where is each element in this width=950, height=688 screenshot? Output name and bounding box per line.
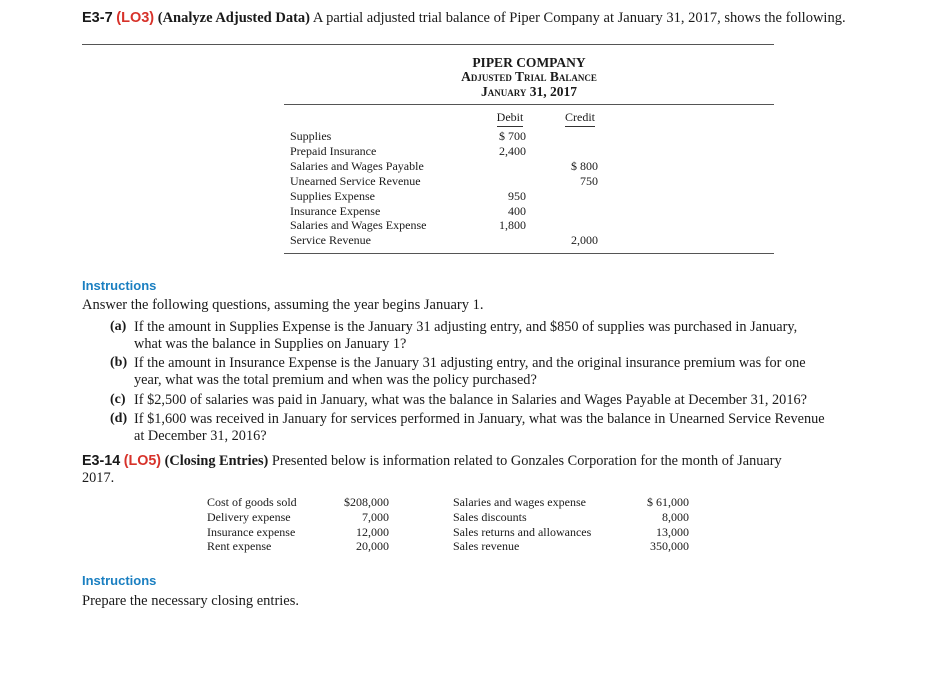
top-rule	[82, 44, 774, 45]
debit-amount: $ 700	[499, 129, 526, 143]
question-text: what was the balance in Supplies on January 1?	[134, 336, 407, 352]
question-text: If $1,600 was received in January for services performed in January, what was the balance in Unearned Service Revenue	[134, 411, 825, 427]
heading-rule	[284, 104, 774, 105]
account-name: Supplies	[290, 129, 332, 143]
trial-balance-row	[290, 218, 600, 233]
trial-balance-row	[290, 233, 600, 248]
learning-objective: (LO3)	[116, 10, 155, 26]
exercise2-intro: Presented below is information related to Gonzales Corporation for the month of January	[271, 453, 782, 469]
closing-item-amount: 12,000	[356, 524, 389, 539]
statement-date: January 31, 2017	[480, 84, 578, 99]
closing-item-amount: 13,000	[656, 524, 689, 539]
exercise-topic: (Analyze Adjusted Data)	[157, 10, 310, 26]
exercise2-topic: (Closing Entries)	[164, 453, 269, 469]
closing-item-amount: 350,000	[650, 539, 689, 554]
closing-item-label: Delivery expense	[207, 509, 291, 524]
trial-balance-row	[290, 174, 600, 189]
closing-item-label: Cost of goods sold	[207, 495, 297, 509]
closing-item-amount: 7,000	[362, 509, 389, 524]
closing-item-amount: 20,000	[356, 539, 389, 554]
closing-item-amount: $ 61,000	[647, 495, 689, 509]
question-letter: (b)	[110, 355, 128, 370]
debit-amount: 400	[508, 203, 526, 218]
instructions-lead: Answer the following questions, assuming the year begins January 1.	[82, 297, 484, 313]
account-name: Unearned Service Revenue	[290, 173, 421, 188]
question-letter: (a)	[110, 319, 127, 334]
closing-item-label: Sales returns and allowances	[453, 524, 592, 539]
account-name: Supplies Expense	[290, 188, 375, 203]
exercise-id: E3-7	[82, 10, 113, 26]
credit-header: Credit	[550, 110, 610, 127]
closing-item-label: Rent expense	[207, 539, 272, 554]
debit-amount: 1,800	[499, 218, 526, 233]
exercise-header	[82, 10, 846, 27]
debit-amount: 950	[508, 188, 526, 203]
exercise2-header	[82, 453, 782, 470]
statement-title: Adjusted Trial Balance	[461, 69, 597, 84]
credit-amount: $ 800	[571, 158, 598, 173]
instructions2-heading: Instructions	[82, 573, 157, 588]
account-name: Prepaid Insurance	[290, 143, 377, 158]
trial-balance-row	[290, 144, 600, 159]
question-text: year, what was the total premium and when was the policy purchased?	[134, 372, 537, 388]
question-text: If the amount in Supplies Expense is the January 31 adjusting entry, and $850 of supplies was purchased in January,	[134, 319, 798, 335]
account-name: Service Revenue	[290, 233, 371, 248]
exercise2-lo: (LO5)	[123, 453, 162, 469]
exercise2-id: E3-14	[82, 453, 121, 469]
closing-item-label: Sales discounts	[453, 509, 527, 524]
debit-header: Debit	[480, 110, 540, 127]
account-name: Salaries and Wages Payable	[290, 158, 424, 173]
question-letter: (c)	[110, 392, 126, 407]
trial-balance-row	[290, 204, 600, 219]
trial-balance-row	[290, 159, 600, 174]
credit-amount: 750	[580, 173, 598, 188]
trial-balance-row	[290, 189, 600, 204]
question-text: If the amount in Insurance Expense is the January 31 adjusting entry, and the original insurance premium was for one	[134, 355, 806, 371]
account-name: Insurance Expense	[290, 203, 381, 218]
closing-item-label: Salaries and wages expense	[453, 495, 586, 509]
question-letter: (d)	[110, 411, 128, 426]
account-name: Salaries and Wages Expense	[290, 218, 427, 233]
instructions2-text: Prepare the necessary closing entries.	[82, 593, 300, 609]
company-name: PIPER COMPANY	[472, 55, 586, 70]
instructions-heading: Instructions	[82, 278, 157, 293]
bottom-rule	[284, 253, 774, 254]
question-text: If $2,500 of salaries was paid in January, what was the balance in Salaries and Wages Payable at December 31, 2016?	[134, 392, 807, 408]
closing-item-label: Insurance expense	[207, 524, 296, 539]
closing-item-amount: 8,000	[662, 509, 689, 524]
closing-item-label: Sales revenue	[453, 539, 520, 554]
credit-amount: 2,000	[571, 233, 598, 248]
question-text: at December 31, 2016?	[134, 428, 267, 444]
trial-balance-row	[290, 129, 600, 144]
exercise-intro: A partial adjusted trial balance of Piper Company at January 31, 2017, shows the following.	[312, 10, 846, 26]
debit-amount: 2,400	[499, 143, 526, 158]
exercise2-intro-cont: 2017.	[82, 470, 115, 486]
closing-item-amount: $208,000	[344, 495, 389, 509]
